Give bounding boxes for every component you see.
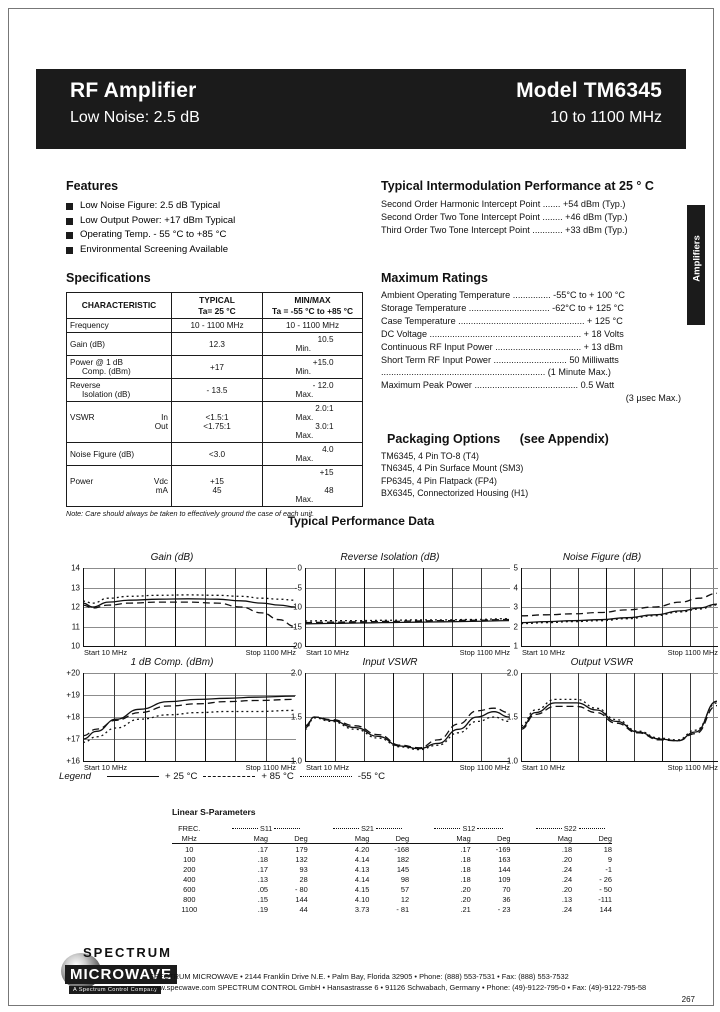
s-param-frequency: 1100: [181, 904, 198, 914]
rating-row: Case Temperature .................................................. + 125 °C: [381, 315, 623, 326]
minmax-out-qual: Max.: [295, 431, 314, 440]
x-axis-stop-label: Stop 1100 MHz: [245, 763, 296, 772]
table-row: [172, 884, 612, 894]
s-param-s12d: 36: [502, 894, 511, 904]
s-param-s22d: -1: [605, 864, 612, 874]
row-characteristic: [67, 402, 172, 443]
group-s22-label: S22: [563, 823, 577, 833]
row-char-line1: VSWR: [70, 413, 95, 422]
specifications-note: Note: Care should always be taken to effectively ground the case of each unit.: [66, 509, 315, 518]
s-param-s22m: .20: [561, 884, 573, 894]
y-axis-tick-label: 0: [297, 563, 302, 573]
s-param-s21m: 4.13: [354, 864, 370, 874]
legend-line-dash-icon: [203, 776, 255, 777]
rating-row: Short Term RF Input Power ............................. 50 Milliwatts: [381, 354, 619, 365]
logo-tagline: A Spectrum Control Company: [69, 986, 161, 994]
feature-text: Low Noise Figure: 2.5 dB Typical: [80, 200, 221, 211]
row-char-sub2: Out: [154, 422, 168, 431]
series-dot: [305, 717, 509, 750]
series-solid: [83, 599, 295, 607]
page-number: 267: [681, 995, 695, 1004]
legend-label: Legend: [59, 771, 92, 782]
s-param-group-row: [172, 823, 612, 833]
col-minmax: [263, 293, 363, 319]
s-param-s12m: .18: [460, 854, 471, 864]
model-title: Model TM6345: [516, 79, 662, 102]
s-param-frequency: 200: [183, 864, 196, 874]
packaging-row: TM6345, 4 Pin TO-8 (T4): [381, 451, 479, 461]
s-param-s11d: 44: [299, 904, 308, 914]
logo-spectrum-text: SPECTRUM: [83, 945, 172, 960]
row-typical: +17: [172, 356, 263, 379]
s-param-s12d: -169: [495, 844, 511, 854]
minmax-vdc: +15: [319, 468, 334, 477]
legend-line-solid-icon: [107, 776, 159, 777]
chart-title: Gain (dB): [150, 552, 194, 563]
intermodulation-title: Typical Intermodulation Performance at 25 ° C: [381, 179, 654, 193]
minmax-ma: 48: [324, 486, 334, 495]
feature-text: Environmental Screening Available: [80, 243, 229, 255]
intermod-row: Second Order Harmonic Intercept Point ....... +54 dBm (Typ.): [381, 199, 626, 209]
legend-text: + 25 °C: [165, 771, 198, 782]
row-minmax: [263, 443, 363, 466]
table-row: [67, 443, 363, 466]
row-characteristic: Frequency: [67, 319, 172, 333]
rating-row: Continuous RF Input Power .................................. + 13 dBm: [381, 341, 623, 352]
s-param-s11m: .18: [257, 854, 269, 864]
table-row: [67, 356, 363, 379]
performance-section-title: Typical Performance Data: [287, 514, 435, 528]
s-param-frequency: 600: [183, 884, 196, 894]
s-parameters-title: Linear S-Parameters: [172, 807, 256, 817]
s-param-s21m: 4.20: [354, 844, 370, 854]
max-ratings-title: Maximum Ratings: [381, 271, 488, 285]
rating-row: DC Voltage ............................................................ + 18 Volts: [381, 328, 624, 339]
s-param-s22m: .13: [561, 894, 573, 904]
s-param-s22m: .20: [561, 854, 573, 864]
page-sheet: [8, 8, 718, 1006]
y-axis-tick-label: 2.0: [506, 668, 518, 678]
y-axis-tick-label: +20: [66, 668, 80, 678]
chart-output-vswr: [487, 657, 717, 775]
y-axis-tick-label: 4: [513, 583, 518, 592]
table-row: [67, 379, 363, 402]
s-param-s21d: 98: [400, 874, 410, 884]
row-typical: [172, 466, 263, 507]
y-axis-tick-label: 11: [71, 622, 80, 631]
table-row: [172, 854, 612, 864]
s-param-s22m: .18: [561, 844, 573, 854]
typical-in: <1.5:1: [205, 413, 229, 422]
s-param-s11d: 93: [299, 864, 308, 874]
y-axis-tick-label: 2: [513, 622, 518, 631]
y-axis-tick-label: 5: [513, 563, 518, 573]
bullet-square-icon: [66, 232, 73, 239]
frequency-range: 10 to 1100 MHz: [550, 109, 662, 126]
intermod-row: Third Order Two Tone Intercept Point ............ +33 dBm (Typ.): [381, 224, 628, 235]
s-param-s21m: 4.14: [354, 854, 370, 864]
sub-deg: Deg: [496, 833, 511, 843]
s-param-s21m: 4.10: [354, 894, 370, 904]
s-param-s22d: 9: [607, 854, 612, 864]
footer-line-2: [149, 982, 709, 993]
typical-ma: 45: [212, 486, 222, 495]
header-left: [70, 79, 200, 127]
minmax-out: 3.0:1: [315, 422, 334, 431]
row-characteristic: [67, 466, 172, 507]
typical-vdc: +15: [210, 477, 224, 486]
specifications-section: [66, 271, 363, 518]
s-param-subheader-row: [172, 833, 612, 844]
row-minmax: [263, 402, 363, 443]
s-param-s12m: .18: [460, 864, 471, 874]
minmax-ma-qual: Max.: [295, 495, 314, 504]
s-param-frequency: 800: [183, 894, 196, 904]
s-param-s12m: .21: [460, 904, 471, 914]
packaging-section: [381, 432, 681, 500]
row-typical: 10 - 1100 MHz: [172, 319, 263, 333]
s-param-s21d: - 81: [396, 904, 410, 914]
minmax-qualifier: Min.: [295, 344, 311, 353]
sub-mag: Mag: [253, 833, 269, 843]
s-param-s21m: 4.14: [354, 874, 370, 884]
minmax-qualifier: Max.: [295, 454, 314, 463]
chart-title: Noise Figure (dB): [562, 552, 642, 563]
minmax-qualifier: Max.: [295, 390, 314, 399]
chart-series-lines: [83, 673, 295, 761]
x-axis-start-label: Start 10 MHz: [522, 648, 566, 657]
s-param-s22d: 18: [603, 844, 612, 854]
y-axis-tick-label: -10: [290, 602, 302, 612]
chart-1-db-comp-dbm: [49, 657, 295, 775]
s-param-s22d: 144: [599, 904, 612, 914]
series-solid: [305, 712, 509, 749]
packaging-row: BX6345, Connectorized Housing (H1): [381, 488, 529, 499]
packaging-title: [387, 432, 681, 446]
y-axis-tick-label: -5: [294, 583, 302, 592]
table-row: [67, 319, 363, 333]
legend-text: + 85 °C: [261, 771, 294, 782]
intermod-row: Second Order Two Tone Intercept Point ........ +46 dBm (Typ.): [381, 211, 628, 222]
list-item: [66, 200, 366, 211]
group-s12-label: S12: [462, 823, 476, 833]
bullet-square-icon: [66, 218, 73, 225]
side-tab-amplifiers: [687, 205, 705, 325]
y-axis-tick-label: +16: [66, 756, 80, 766]
group-s21: [326, 823, 409, 833]
row-char-line1: Power: [70, 477, 94, 486]
table-row: [172, 904, 612, 914]
product-title: RF Amplifier: [70, 79, 197, 102]
y-axis-tick-label: 1.0: [290, 756, 302, 766]
s-param-s11d: - 80: [295, 884, 308, 894]
features-title: Features: [66, 179, 119, 193]
s-param-s11m: .17: [257, 844, 269, 854]
chart-reverse-isolation-db: [271, 552, 509, 660]
rating-row: Ambient Operating Temperature ............... -55°C to + 100 °C: [381, 290, 625, 300]
s-param-s11m: .13: [257, 874, 269, 884]
features-section: [66, 179, 366, 258]
freq-header-line2: MHz: [181, 833, 197, 843]
minmax-qualifier: Min.: [295, 367, 311, 376]
header-right: [516, 79, 662, 127]
row-minmax: [263, 356, 363, 379]
s-parameters-section: [172, 807, 612, 914]
x-axis-stop-label: Stop 1100 MHz: [245, 648, 296, 657]
col-characteristic: [67, 293, 172, 319]
sub-deg: Deg: [598, 833, 612, 843]
list-item: [66, 244, 366, 255]
s-param-s12d: 144: [498, 864, 511, 874]
sub-mag: Mag: [354, 833, 370, 843]
freq-header-line1: FREC.: [178, 823, 201, 833]
s-param-s12m: .20: [460, 894, 471, 904]
table-row: [172, 874, 612, 884]
table-header-row: [67, 293, 363, 319]
row-char-sub2: mA: [155, 486, 168, 495]
x-axis-start-label: Start 10 MHz: [306, 763, 350, 772]
s-param-frequency: 400: [183, 874, 196, 884]
group-s22: [529, 823, 612, 833]
y-axis-tick-label: 1.5: [290, 712, 302, 722]
series-dash: [83, 699, 295, 735]
s-param-s12d: - 23: [497, 904, 511, 914]
x-axis-stop-label: Stop 1100 MHz: [459, 648, 510, 657]
table-row: [67, 402, 363, 443]
s-param-s12m: .18: [460, 874, 471, 884]
table-row: [67, 333, 363, 356]
row-characteristic: [67, 379, 172, 402]
x-axis-start-label: Start 10 MHz: [84, 763, 128, 772]
rating-row: (3 µsec Max.): [625, 393, 681, 404]
y-axis-tick-label: 1: [513, 641, 518, 651]
group-s21-label: S21: [361, 823, 374, 833]
s-param-s21m: 3.73: [354, 904, 370, 914]
row-characteristic: [67, 356, 172, 379]
table-row: [172, 844, 612, 855]
s-param-s21d: 12: [400, 894, 410, 904]
row-minmax: [263, 333, 363, 356]
chart-gain-db: [49, 552, 295, 660]
page-header: [36, 69, 686, 149]
s-param-s11d: 144: [295, 894, 308, 904]
row-minmax: [263, 466, 363, 507]
s-param-s11m: .17: [257, 864, 269, 874]
feature-text: Operating Temp. - 55 °C to +85 °C: [80, 229, 227, 240]
chart-title: 1 dB Comp. (dBm): [130, 657, 214, 668]
col-characteristic-label: CHARACTERISTIC: [81, 300, 157, 311]
rating-row: Storage Temperature ................................ -62°C to + 125 °C: [381, 302, 624, 313]
product-subtitle: Low Noise: 2.5 dB: [70, 109, 200, 126]
minmax-value: +15.0: [312, 358, 334, 367]
series-dot: [521, 699, 717, 740]
x-axis-stop-label: Stop 1100 MHz: [459, 763, 510, 772]
s-param-s12d: 163: [498, 854, 511, 864]
typical-out: <1.75:1: [203, 422, 231, 431]
rating-row: Maximum Peak Power ......................................... 0.5 Watt: [381, 380, 615, 391]
table-row: [67, 466, 363, 507]
s-param-s12m: .20: [460, 884, 471, 894]
row-char-sub1: Vdc: [153, 477, 168, 486]
s-param-s22d: - 26: [599, 874, 612, 884]
row-characteristic: Gain (dB): [67, 333, 172, 356]
row-char-line1: Reverse: [70, 381, 101, 390]
s-param-s11m: .19: [257, 904, 269, 914]
row-minmax: [263, 379, 363, 402]
chart-title: Reverse Isolation (dB): [340, 552, 440, 563]
y-axis-tick-label: 13: [71, 583, 80, 592]
y-axis-tick-label: 1.0: [506, 756, 518, 766]
col-typical: [172, 293, 263, 319]
packaging-row: FP6345, 4 Pin Flatpack (FP4): [381, 475, 497, 486]
rating-row: ................................................................. (1 Minute Max.): [381, 367, 611, 378]
y-axis-tick-label: 3: [513, 602, 518, 612]
row-char-line2: Isolation (dB): [82, 390, 131, 399]
y-axis-tick-label: -20: [290, 641, 302, 651]
y-axis-tick-label: 14: [71, 563, 80, 573]
series-dash: [83, 602, 295, 626]
y-axis-tick-label: 12: [71, 602, 80, 612]
x-axis-stop-label: Stop 1100 MHz: [667, 648, 718, 657]
s-param-s21d: -168: [394, 844, 410, 854]
sub-mag: Mag: [557, 833, 573, 843]
row-typical: - 13.5: [172, 379, 263, 402]
footer-line-2-text: SPECTRUM CONTROL GmbH • Hansastrasse 6 • 91126 Schwabach, Germany • Phone: (49)-9122-795-0 • Fax: (49)-9122-795-58: [217, 983, 647, 993]
s-param-s12d: 109: [498, 874, 511, 884]
chart-series-lines: [83, 568, 295, 646]
sub-mag: Mag: [456, 833, 471, 843]
row-char-line2: Comp. (dBm): [82, 367, 131, 376]
minmax-value: 4.0: [322, 445, 334, 454]
specifications-title: Specifications: [66, 271, 151, 285]
packaging-row: TN6345, 4 Pin Surface Mount (SM3): [381, 463, 524, 474]
col-typical-label: TYPICAL: [199, 295, 235, 305]
col-minmax-sub: Ta = -55 °C to +85 °C: [271, 305, 353, 316]
s-param-s11m: .05: [257, 884, 269, 894]
chart-title: Input VSWR: [362, 657, 418, 668]
minmax-in: 2.0:1: [315, 404, 334, 413]
s-param-s22m: .24: [561, 864, 573, 874]
table-row: [172, 894, 612, 904]
minmax-value: 10.5: [317, 335, 334, 344]
s-param-s12d: 70: [502, 884, 511, 894]
row-characteristic: Noise Figure (dB): [67, 443, 172, 466]
y-axis-tick-label: +17: [66, 734, 80, 744]
x-axis-start-label: Start 10 MHz: [522, 763, 566, 772]
y-axis-tick-label: -15: [290, 622, 302, 631]
chart-series-lines: [305, 568, 509, 646]
bullet-square-icon: [66, 203, 73, 210]
s-param-frequency: 100: [183, 854, 196, 864]
row-typical: [172, 402, 263, 443]
y-axis-tick-label: +18: [66, 712, 80, 722]
chart-legend: [59, 771, 385, 782]
s-param-s22m: .24: [561, 904, 573, 914]
group-s12: [427, 823, 510, 833]
col-minmax-label: MIN/MAX: [294, 295, 331, 305]
minmax-in-qual: Max.: [295, 413, 314, 422]
s-parameters-table: [172, 823, 612, 914]
chart-series-lines: [521, 568, 717, 646]
chart-title: Output VSWR: [570, 657, 634, 668]
bullet-square-icon: [66, 247, 73, 254]
feature-text: Low Output Power: +17 dBm Typical: [80, 214, 236, 226]
y-axis-tick-label: +19: [66, 690, 80, 700]
minmax-value: - 12.0: [312, 381, 334, 390]
chart-series-lines: [521, 673, 717, 761]
s-param-s11m: .15: [257, 894, 269, 904]
sub-deg: Deg: [395, 833, 410, 843]
series-dot: [83, 710, 295, 742]
footer-line-1: SPECTRUM MICROWAVE • 2144 Franklin Drive N.E. • Palm Bay, Florida 32905 • Phone: (888) 553-7531 • Fax: (888) 553-7532: [149, 972, 569, 981]
packaging-title-text: Packaging Options: [387, 432, 501, 446]
col-typical-sub: Ta= 25 °C: [198, 305, 236, 316]
legend-line-dot-icon: [300, 776, 352, 777]
s-param-s22m: .24: [561, 874, 573, 884]
chart-noise-figure-db: [487, 552, 717, 660]
intermodulation-section: [381, 179, 681, 237]
s-param-s22d: - 50: [599, 884, 612, 894]
series-dash: [305, 708, 509, 748]
table-row: [172, 864, 612, 874]
y-axis-tick-label: 2.0: [290, 668, 302, 678]
max-ratings-section: [381, 271, 681, 405]
list-item: [66, 229, 366, 240]
s-param-s21d: 57: [400, 884, 410, 894]
y-axis-tick-label: 10: [71, 641, 80, 651]
s-param-s21d: 182: [396, 854, 410, 864]
series-solid: [521, 604, 717, 623]
x-axis-stop-label: Stop 1100 MHz: [667, 763, 718, 772]
footer-website[interactable]: www.specwave.com: [149, 983, 216, 993]
specifications-table: [66, 292, 363, 507]
list-item: [66, 215, 366, 226]
row-typical: 12.3: [172, 333, 263, 356]
s-param-frequency: 10: [185, 844, 194, 854]
row-minmax: 10 - 1100 MHz: [263, 319, 363, 333]
s-param-s21m: 4.15: [354, 884, 370, 894]
group-s11: [225, 823, 308, 833]
row-char-sub1: In: [161, 413, 168, 422]
series-dot: [521, 605, 717, 624]
group-s11-label: S11: [260, 823, 273, 833]
chart-input-vswr: [271, 657, 509, 775]
s-param-s12m: .17: [460, 844, 471, 854]
series-dash: [521, 593, 717, 616]
s-param-s21d: 145: [396, 864, 410, 874]
row-char-line1: Power @ 1 dB: [70, 358, 123, 367]
row-typical: <3.0: [172, 443, 263, 466]
features-list: [66, 200, 366, 255]
side-tab-label: Amplifiers: [691, 235, 703, 282]
s-param-s11d: 132: [295, 854, 308, 864]
sub-deg: Deg: [294, 833, 308, 843]
legend-text: -55 °C: [357, 771, 386, 782]
series-solid: [83, 696, 295, 739]
x-axis-start-label: Start 10 MHz: [306, 648, 350, 657]
chart-series-lines: [305, 673, 509, 761]
packaging-appendix: (see Appendix): [519, 432, 609, 446]
s-param-s22d: -111: [598, 894, 612, 904]
s-param-s11d: 179: [295, 844, 308, 854]
footer: [149, 971, 709, 993]
s-param-s11d: 28: [299, 874, 308, 884]
logo-microwave-text: MICROWAVE: [65, 965, 177, 984]
x-axis-start-label: Start 10 MHz: [84, 648, 128, 657]
y-axis-tick-label: 1.5: [506, 712, 518, 722]
